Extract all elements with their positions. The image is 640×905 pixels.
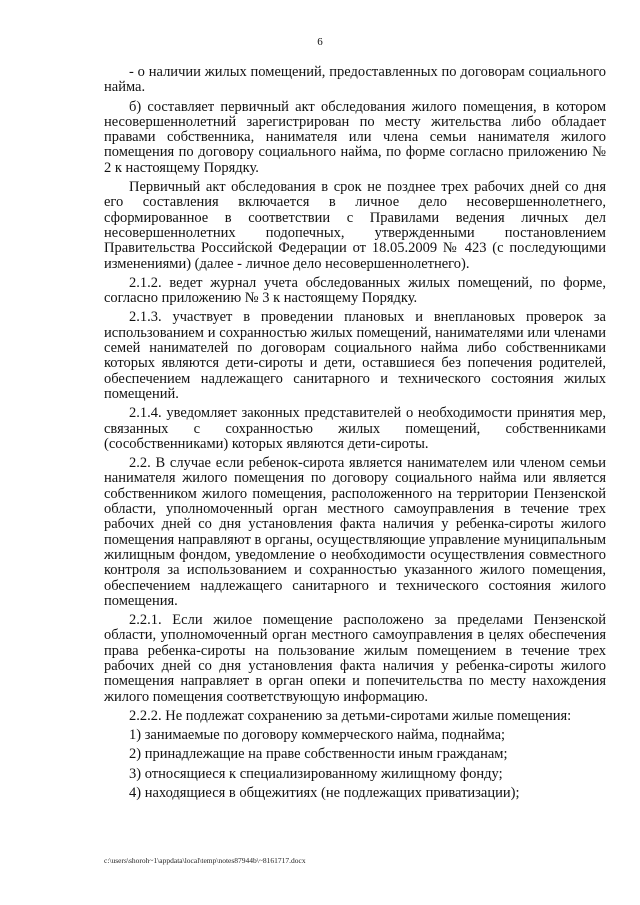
list-item-1: 1) занимаемые по договору коммерческого найма, поднайма; — [129, 727, 506, 744]
paragraph-6: 2.1.4. уведомляет законных представителей о необходимости принятия мер, связанных с сохранностью жилых помещений, собственниками (сособственниками) которых являются дети-сироты. — [104, 405, 606, 452]
paragraph-8: 2.2.1. Если жилое помещение расположено за пределами Пензенской области, уполномоченный орган местного самоуправления в целях обеспечения права ребенка-сироты на пользование жилым помещением в течение трех рабочих дней со дня установления факта наличия у ребенка-сироты жилого помещения направляет в орган опеки и попечительства по месту нахождения жилого помещения соответствующую информацию. — [104, 612, 606, 705]
document-body — [104, 65, 606, 801]
paragraph-3: Первичный акт обследования в срок не позднее трех рабочих дней со дня его составления включается в личное дело несовершеннолетнего, сформированное в соответствии с Правилами ведения личных дел несовершеннолетних подопечных, утвержденными постановлением Правительства Российской Федерации от 18.05.2009 № 423 (с последующими изменениями) (далее - личное дело несовершеннолетнего). — [104, 179, 606, 272]
paragraph-5: 2.1.3. участвует в проведении плановых и внеплановых проверок за использованием и сохранностью жилых помещений, нанимателями или членами семей нанимателей по договорам социального найма либо собственниками которых являются дети-сироты и дети, оставшиеся без попечения родителей, обеспечением надлежащего санитарного и технического состояния жилых помещений. — [104, 309, 606, 402]
paragraph-4: 2.1.2. ведет журнал учета обследованных жилых помещений, по форме, согласно приложению № 3 к настоящему Порядку. — [104, 274, 606, 307]
paragraph-1: - о наличии жилых помещений, предоставленных по договорам социального найма. — [104, 64, 606, 96]
paragraph-2: б) составляет первичный акт обследования жилого помещения, в котором несовершеннолетний зарегистрирован по месту жительства либо обладает правами собственника, нанимателя или члена семьи нанимателя жилого помещения по договору социального найма, по форме согласно приложению № 2 к настоящему Порядку. — [104, 98, 606, 176]
paragraph-9: 2.2.2. Не подлежат сохранению за детьми-сиротами жилые помещения: — [129, 707, 572, 724]
footer-file-path: c:\users\shoroh~1\appdata\local\temp\notes87944b\~8161717.docx — [104, 856, 306, 865]
paragraph-7: 2.2. В случае если ребенок-сирота является нанимателем или членом семьи нанимателя жилого помещения по договору социального найма или является собственником жилого помещения, расположенного на территории Пензенской области, уполномоченный орган местного самоуправления в течение трех рабочих дней со дня установления факта наличия у ребенка-сироты жилого помещения направляют в органы, осуществляющие управление муниципальным жилищным фондом, уведомление о необходимости осуществления совместного контроля за использованием и сохранностью указанного жилого помещения, обеспечением надлежащего санитарного и технического состояния жилого помещения. — [104, 455, 606, 609]
list-item-2: 2) принадлежащие на праве собственности иным гражданам; — [129, 746, 508, 763]
list-item-4: 4) находящиеся в общежитиях (не подлежащих приватизации); — [129, 785, 520, 802]
page-number: 6 — [317, 36, 323, 48]
list-item-3: 3) относящиеся к специализированному жилищному фонду; — [129, 765, 503, 782]
